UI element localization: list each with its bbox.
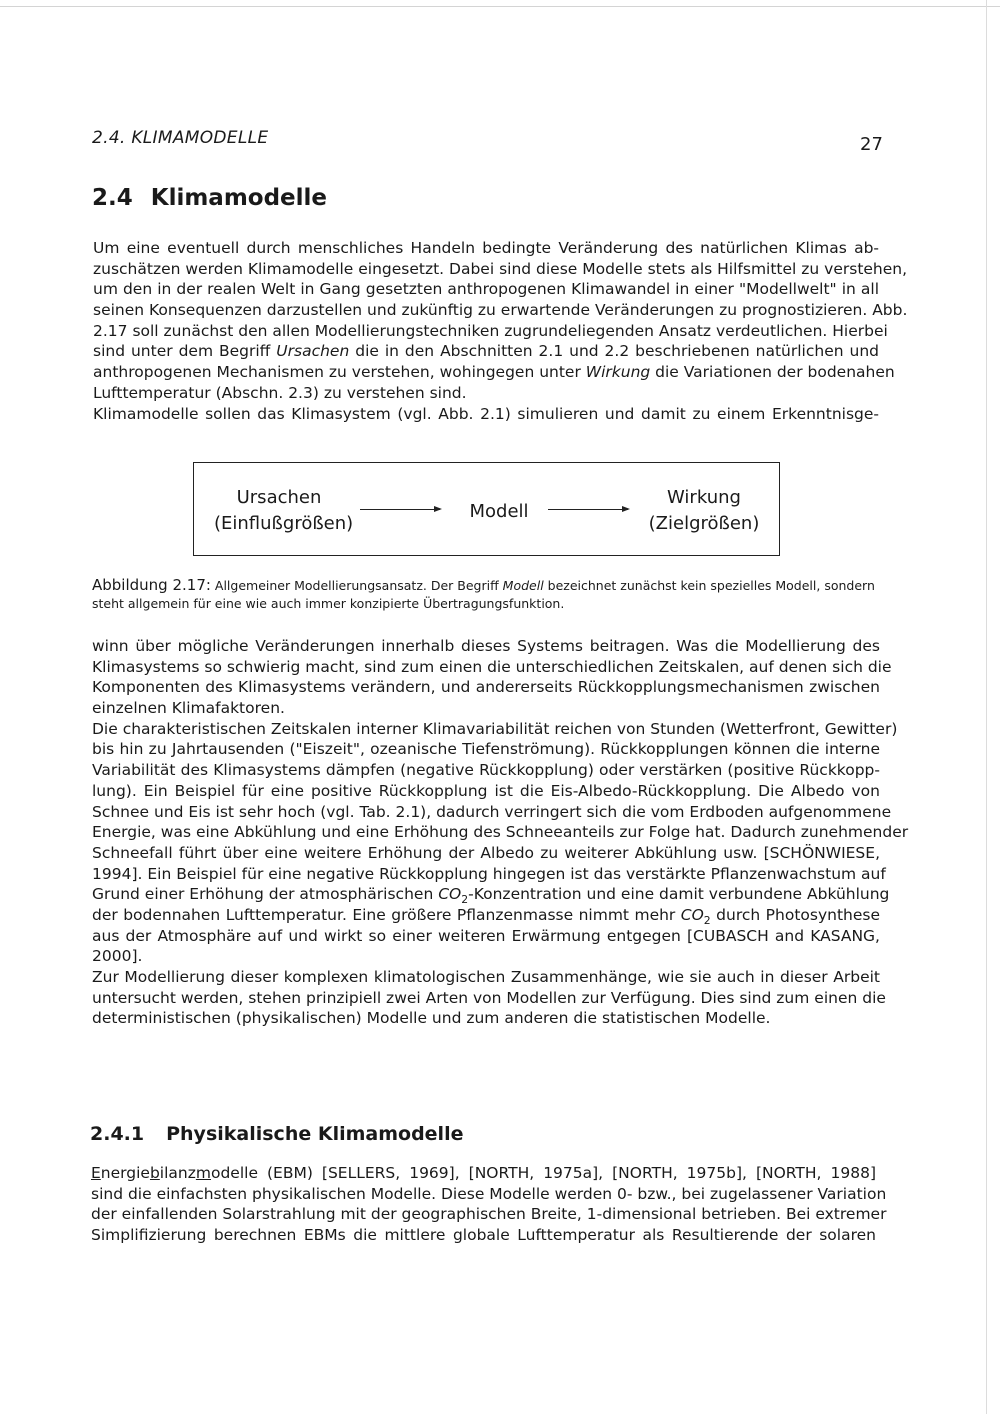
text-line: Um eine eventuell durch menschliches Handeln bedingte Veränderung des natürlichen Klimas ab- <box>93 239 879 257</box>
text-line: sind die einfachsten physikalischen Modelle. Diese Modelle werden 0- bzw., bei zugelassener Variation <box>91 1184 887 1203</box>
running-head: 2.4. KLIMAMODELLE <box>92 128 269 148</box>
text-line: Komponenten des Klimasystems verändern, und andererseits Rückkopplungsmechanismen zwischen <box>92 678 880 697</box>
text-line: Energie, was eine Abkühlung und eine Erhöhung des Schneeanteils zur Folge hat. Dadurch zunehmender <box>92 823 909 842</box>
text-run: ilanz <box>159 1164 196 1182</box>
formula-co2: CO <box>680 905 704 924</box>
paragraph-intro <box>93 238 908 424</box>
text-line: Schneefall führt über eine weitere Erhöhung der Albedo zu weiterer Abkühlung usw. [SCHÖNWIESE, <box>92 843 880 862</box>
node-effect-label: Wirkung <box>667 487 741 508</box>
text-line <box>92 905 880 926</box>
scan-right-edge <box>986 0 987 1414</box>
subsection-heading <box>90 1123 463 1145</box>
text-run: anthropogenen Mechanismen zu verstehen, wohingegen unter <box>93 363 586 382</box>
node-effect-sublabel: (Zielgrößen) <box>648 513 760 534</box>
node-effect <box>644 485 764 537</box>
text-run: odelle (EBM) [SELLERS, 1969], [NORTH, 1975a], [NORTH, 1975b], [NORTH, 1988] <box>210 1164 876 1182</box>
underlined-letter: E <box>91 1164 101 1182</box>
text-line: lung). Ein Beispiel für eine positive Rückkopplung ist die Eis-Albedo-Rückkopplung. Die Albedo von <box>92 781 880 800</box>
text-line: winn über mögliche Veränderungen innerhalb dieses Systems beitragen. Was die Modellierung des <box>92 637 880 655</box>
italic-term: Wirkung <box>585 363 651 382</box>
italic-term: Ursachen <box>276 342 350 361</box>
arrow-right-icon <box>548 509 628 510</box>
formula-subscript: 2 <box>703 914 711 928</box>
text-run: -Konzentration und eine damit verbundene Abkühlung <box>468 885 890 904</box>
text-run: die in den Abschnitten 2.1 und 2.2 beschriebenen natürlichen und <box>349 342 879 361</box>
italic-term: Modell <box>502 578 544 593</box>
subsection-number: 2.4.1 <box>90 1123 145 1145</box>
text-line: untersucht werden, stehen prinzipiell zwei Arten von Modellen zur Verfügung. Dies sind zum einen die <box>92 988 886 1007</box>
caption-label: Abbildung 2.17: <box>92 576 211 594</box>
figure-caption <box>92 576 882 613</box>
text-line: zuschätzen werden Klimamodelle eingesetzt. Dabei sind diese Modelle stets als Hilfsmittel zu verstehen, <box>93 259 908 278</box>
text-line: bis hin zu Jahrtausenden ("Eiszeit", ozeanische Tiefenströmung). Rückkopplungen können die interne <box>92 740 880 759</box>
text-line: aus der Atmosphäre auf und wirkt so einer weiteren Erwärmung entgegen [CUBASCH and KASANG, <box>92 926 880 945</box>
text-line: Schnee und Eis ist sehr hoch (vgl. Tab. 2.1), dadurch verringert sich die vom Erdboden aufgenommene <box>92 802 892 821</box>
text-line: einzelnen Klimafaktoren. <box>92 699 285 718</box>
text-line: 2000]. <box>92 947 143 966</box>
text-run: die Variationen der bodenahen <box>650 363 895 382</box>
section-number: 2.4 <box>92 185 133 211</box>
text-line <box>92 884 890 907</box>
text-line <box>91 1163 876 1184</box>
scan-top-edge <box>0 6 1000 7</box>
caption-line <box>92 576 882 595</box>
arrow-right-icon <box>360 509 440 510</box>
caption-line: steht allgemein für eine wie auch immer konzipierte Übertragungsfunktion. <box>92 596 565 611</box>
formula-co2: CO <box>438 885 462 904</box>
node-model-label: Modell <box>469 501 529 522</box>
underlined-letter: m <box>195 1164 211 1182</box>
underlined-letter: b <box>149 1164 160 1182</box>
text-run: durch Photosynthese <box>710 905 880 924</box>
text-run: Grund einer Erhöhung der atmosphärischen <box>92 885 439 904</box>
paragraph-feedback <box>92 636 909 1029</box>
node-causes <box>214 485 354 537</box>
text-line: Simplifizierung berechnen EBMs die mittlere globale Lufttemperatur als Resultierende der solaren <box>91 1226 876 1245</box>
text-line: der einfallenden Solarstrahlung mit der geographischen Breite, 1-dimensional betrieben. Bei extremer <box>91 1205 887 1224</box>
page-number: 27 <box>860 134 883 155</box>
text-line: Klimasystems so schwierig macht, sind zum einen die unterschiedlichen Zeitskalen, auf denen sich die <box>92 657 892 676</box>
text-line: Die charakteristischen Zeitskalen interner Klimavariabilität reichen von Stunden (Wetterfront, Gewitter) <box>92 719 898 738</box>
text-run: sind unter dem Begriff <box>93 342 277 361</box>
text-line <box>93 362 895 383</box>
text-line: 1994]. Ein Beispiel für eine negative Rückkopplung hingegen ist das verstärkte Pflanzenwachstum auf <box>92 864 886 883</box>
formula-subscript: 2 <box>461 893 469 907</box>
text-line: 2.17 soll zunächst den allen Modellierungstechniken zugrundeliegenden Ansatz verdeutlichen. Hierbei <box>93 321 888 340</box>
text-run: Allgemeiner Modellierungsansatz. Der Begriff <box>210 578 503 593</box>
node-causes-sublabel: (Einflußgrößen) <box>214 513 354 534</box>
section-title: Klimamodelle <box>150 185 328 211</box>
text-line: deterministischen (physikalischen) Modelle und zum anderen die statistischen Modelle. <box>92 1009 771 1028</box>
text-run: nergie <box>100 1164 150 1182</box>
text-line: Zur Modellierung dieser komplexen klimatologischen Zusammenhänge, wie sie auch in dieser Arbeit <box>92 968 880 986</box>
paragraph-ebm <box>91 1163 887 1246</box>
text-line: Variabilität des Klimasystems dämpfen (negative Rückkopplung) oder verstärken (positive Rückkopp- <box>92 761 880 780</box>
subsection-title: Physikalische Klimamodelle <box>166 1123 464 1145</box>
node-model <box>454 499 544 525</box>
text-line: seinen Konsequenzen darzustellen und zukünftig zu erwartende Veränderungen zu prognostizieren. Abb. <box>93 301 908 320</box>
text-run: der bodennahen Lufttemperatur. Eine größere Pflanzenmasse nimmt mehr <box>92 905 681 924</box>
text-run: bezeichnet zunächst kein spezielles Modell, sondern <box>543 578 875 593</box>
text-line: Klimamodelle sollen das Klimasystem (vgl. Abb. 2.1) simulieren und damit zu einem Erkenntnisge- <box>93 404 879 423</box>
node-causes-label: Ursachen <box>236 487 322 508</box>
figure-modelling-diagram <box>193 462 780 556</box>
text-line <box>93 341 879 362</box>
section-heading <box>92 185 327 211</box>
text-line: um den in der realen Welt in Gang gesetzten anthropogenen Klimawandel in einer "Modellwelt" in all <box>93 280 879 299</box>
text-line: Lufttemperatur (Abschn. 2.3) zu verstehen sind. <box>93 383 467 402</box>
